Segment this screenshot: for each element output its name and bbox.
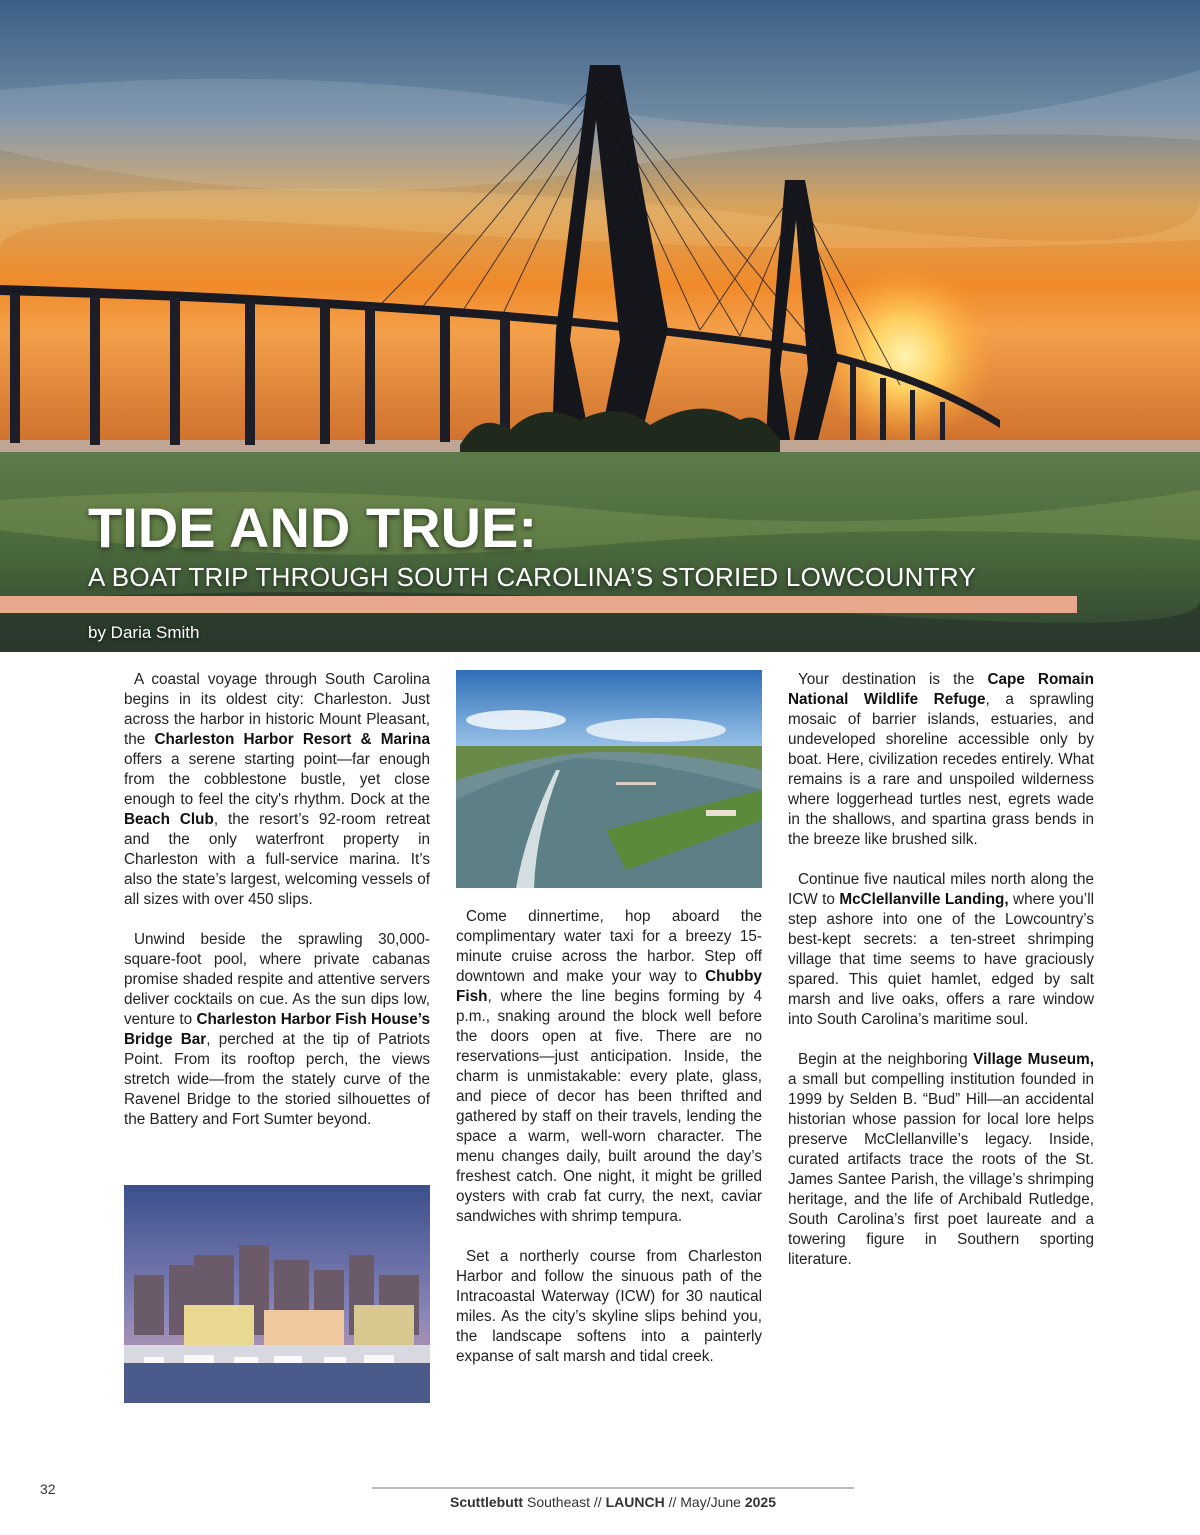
text-run: Begin at the neighboring	[798, 1051, 974, 1068]
footer-section: LAUNCH	[605, 1494, 665, 1510]
photo-charleston-skyline	[124, 1185, 430, 1403]
bold-text-run: McClellanville Landing,	[839, 891, 1009, 908]
hero-section	[0, 0, 1200, 652]
bold-text-run: Charleston Harbor Resort & Marina	[154, 731, 431, 748]
bold-text-run: Charleston Harbor Fish House’s Bridge Bar	[124, 1011, 430, 1048]
text-run: , the resort’s 92-room retreat and the only waterfront property in Charleston with a full-service marina. It’s also the state’s largest, welcoming vessels of all sizes with over 450 slips.	[124, 811, 430, 908]
accent-bar	[0, 596, 1077, 613]
paragraph	[124, 670, 430, 910]
paragraph	[788, 1050, 1094, 1270]
text-run: offers a serene starting point—far enough from the cobblestone bustle, yet close enough to feel the city's rhythm. Dock at the	[124, 751, 430, 808]
footer-issue: // May/June	[664, 1494, 745, 1510]
text-run: Come dinnertime, hop aboard the complimentary water taxi for a breezy 15-minute cruise across the harbor. Step off downtown and make your way to	[456, 908, 762, 985]
paragraph: Set a northerly course from Charleston Harbor and follow the sinuous path of the Intracoastal Waterway (ICW) for 30 nautical miles. As the city’s skyline slips behind you, the landscape softens into a painterly expanse of salt marsh and tidal creek.	[456, 1248, 762, 1365]
column-2	[456, 907, 762, 1387]
footer-year: 2025	[744, 1494, 777, 1510]
bold-text-run: Village Museum,	[973, 1051, 1094, 1068]
text-run: , perched at the tip of Patriots Point. From its rooftop perch, the views stretch wide—from the stately curve of the Ravenel Bridge to the storied silhouettes of the Battery and Fort Sumter beyond.	[124, 1031, 430, 1128]
photo-waterway-aerial	[456, 670, 762, 888]
article-subtitle: A BOAT TRIP THROUGH SOUTH CAROLINA’S STORIED LOWCOUNTRY	[88, 562, 977, 592]
bold-text-run: Beach Club	[124, 811, 214, 828]
footer-region: Southeast //	[523, 1494, 606, 1510]
text-run: a small but compelling institution founded in 1999 by Selden B. “Bud” Hill—an accidental historian whose passion for local lore helps preserve McClellanville’s legacy. Inside, curated artifacts trace the roots of the St. James Santee Parish, the village’s shrimping heritage, and the life of Archibald Rutledge, South Carolina’s first poet laureate and a towering figure in Southern sporting literature.	[788, 1071, 1094, 1268]
text-run: where you’ll step ashore into one of the Lowcountry’s best-kept secrets: a ten-street shrimping village that time seems to have graciously spared. This quiet hamlet, edged by salt marsh and live oaks, offers a rare window into South Carolina’s maritime soul.	[788, 891, 1094, 1028]
footer-rule	[372, 1487, 854, 1489]
text-run: Continue five nautical miles north along the ICW to	[788, 871, 1094, 908]
article-title: TIDE AND TRUE:	[88, 496, 538, 559]
text-run: Your destination is the	[798, 671, 988, 688]
page-number: 32	[40, 1481, 56, 1497]
column-3	[788, 670, 1094, 1290]
text-run: , a sprawling mosaic of barrier islands, estuaries, and undeveloped shoreline accessible only by boat. Here, civilization recedes entirely. What remains is a rare and unspoiled wilderness where loggerhead turtles nest, egrets wade in the shallows, and spartina grass bends in the breeze like brushed silk.	[788, 691, 1094, 848]
paragraph	[124, 930, 430, 1130]
footer-publication: Scuttlebutt	[449, 1494, 524, 1510]
publication-footer	[372, 1494, 854, 1510]
text-run: , where the line begins forming by 4 p.m., snaking around the block well before the doors open at five. There are no reservations—just anticipation. Inside, the charm is unmistakable: every plate, glass, and piece of decor has been thrifted and gathered by staff on their travels, lending the space a warm, well-worn character. The menu changes daily, built around the day’s freshest catch. One night, it might be grilled oysters with crab fat curry, the next, caviar sandwiches with shrimp tempura.	[456, 988, 762, 1225]
paragraph	[456, 907, 762, 1227]
text-run: A coastal voyage through South Carolina begins in its oldest city: Charleston. Just across the harbor in historic Mount Pleasant, the	[124, 671, 430, 748]
bold-text-run: Cape Romain National Wildlife Refuge	[788, 671, 1094, 708]
text-run: Unwind beside the sprawling 30,000-square-foot pool, where private cabanas promise shaded respite and attentive servers deliver cocktails on cue. As the sun dips low, venture to	[124, 931, 430, 1028]
paragraph	[788, 870, 1094, 1030]
bold-text-run: Chubby Fish	[456, 968, 762, 1005]
column-1	[124, 670, 430, 1150]
paragraph	[788, 670, 1094, 850]
byline: by Daria Smith	[88, 623, 200, 642]
